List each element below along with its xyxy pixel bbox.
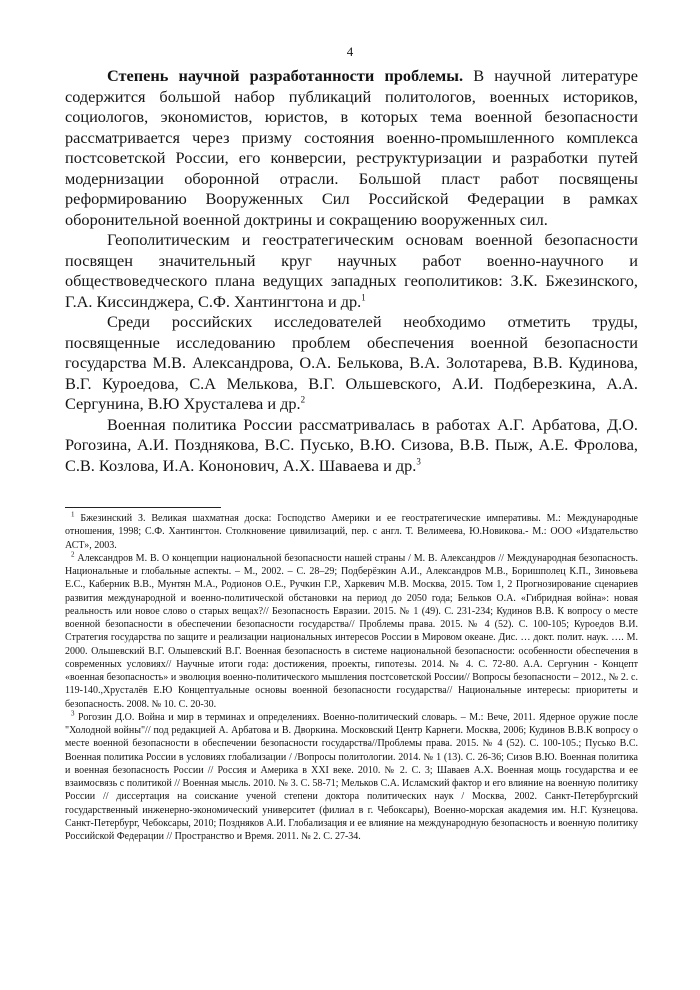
main-text bbox=[65, 66, 638, 476]
footnotes bbox=[65, 512, 638, 843]
paragraph-text: В научной литературе содержится большой набор публикаций политологов, военных историков, социологов, экономистов, юристов, в которых тема военной безопасности рассматривается через призму состояния военно-промышленного комплекса постсоветской России, его конверсии, реструктуризации и разработки путей модернизации оборонной отрасли. Большой пласт работ посвящены реформированию Вооруженных Сил Российской Федерации в рамках оборонительной военной доктрины и сокращению вооруженных сил. bbox=[65, 66, 638, 229]
footnote-text: Бжезинский З. Великая шахматная доска: Господство Америки и ее геостратегические императивы. М.: Международные отношения, 1998; С.Ф. Хантингтон. Столкновение цивилизаций, пер. с англ. Т. Велимеева, Ю.Новикова.- М.: ООО «Издательство АСТ», 2003. bbox=[65, 513, 638, 551]
footnote-2 bbox=[65, 552, 638, 711]
footnote-separator bbox=[65, 507, 221, 508]
footnote-1 bbox=[65, 512, 638, 552]
footnote-3 bbox=[65, 711, 638, 844]
paragraph-text: Среди российских исследователей необходимо отметить труды, посвященные исследованию проблем обеспечения военной безопасности государства М.В. Александрова, О.А. Белькова, В.А. Золотарева, В.В. Кудинова, В.Г. Куроедова, С.А Мелькова, В.Г. Ольшевского, А.И. Подберезкина, А.А. Сергунина, В.Ю Хрусталева и др. bbox=[65, 312, 638, 413]
footnote-mark: 3 bbox=[71, 709, 75, 718]
page-number: 4 bbox=[346, 44, 354, 59]
footnote-mark: 1 bbox=[71, 510, 75, 519]
paragraph-geopolitics bbox=[65, 230, 638, 312]
paragraph-text: Геополитическим и геостратегическим основам военной безопасности посвящен значительный круг научных работ военно-научного и обществоведческого плана ведущих западных геополитиков: З.К. Бжезинского, Г.А. Киссинджера, С.Ф. Хантингтона и др. bbox=[65, 230, 638, 311]
paragraph-military-policy bbox=[65, 415, 638, 477]
paragraph-research-state bbox=[65, 66, 638, 230]
footnote-mark: 2 bbox=[71, 550, 75, 559]
paragraph-russian-researchers bbox=[65, 312, 638, 415]
footnote-ref[interactable]: 3 bbox=[416, 456, 421, 467]
footnote-ref[interactable]: 2 bbox=[300, 394, 306, 405]
footnote-text: Александров М. В. О концепции национальной безопасности нашей страны / М. В. Александров // Международная безопасность. Национальные и глобальные аспекты. – М., 2002. – С. 28–29; Подберёзкин А.И., Александров М.В., Боришполец К.П., Зиновьева Е.С., Каберник В.В., Мунтян М.А., Родионов О.Е., Ручкин Г.Р., Харкевич М.В. Москва, 2015. Том 1, 2 Прогнозирование сценариев развития международной и военно-политической обстановки на период до 2050 года; Бельков О.А. «Гибридная война»: новая реальность или новое слово о старых вещах?// Безопасность Евразии. 2015. № 1 (49). С. 231-234; Кудинов В.В. К вопросу о месте военной безопасности в обеспечении безопасности государства// Проблемы права. 2015. № 4 (52). С. 100-105; Куроедов В.И. Стратегия государства по защите и реализации национальных интересов России в Мировом океане. Дис. … докт. полит. наук. …. М. 2000. Ольшевский В.Г. Ольшевский В.Г. Военная безопасность в системе национальной безопасности: особенности обеспечения в современных условиях// Научные итоги года: достижения, проекты, гипотезы. 2014. № 4. С. 72-80. А.А. Сергунин - Концепт «военная безопасность» и эволюция военно-политического мышления постсоветской России// Вопросы безопасности – 2012., № 2. с. 119-140.,Хрусталёв Е.Ю Концептуальные основы военной безопасности государства// Национальные интересы: приоритеты и безопасность. 2008. № 10. С. 20-30. bbox=[65, 552, 638, 710]
footnote-text: Рогозин Д.О. Война и мир в терминах и определениях. Военно-политический словарь. – М.: Вече, 2011. Ядерное оружие после "Холодной войны"// под редакцией А. Арбатова и В. Дворкина. Московский Центр Карнеги. Москва, 2006; Кудинов В.В.К вопросу о месте военной безопасности в обеспечении безопасности государства//Проблемы права. 2015. № 4 (52). С. 100-105.; Пусько В.С. Военная политика России в условиях глобализации / /Вопросы политологии. 2014. № 1 (13). С. 26-36; Сизов В.Ю. Военная политика и военная безопасность России // Россия и Америка в XXI веке. 2010. № 2. С. 3; Шаваев А.Х. Военная мощь государства и ее взаимосвязь с политикой // Военная мысль. 2010. № 3. С. 58-71; Мельков С.А. Исламский фактор и его влияние на военную политику России // диссертация на соискание ученой степени доктора политических наук / Москва, 2002. Санкт-Петербургский государственный инженерно-экономический университет (филиал в г. Чебоксары), Военно-морская академия им. Н.Г. Кузнецова. Санкт-Петербург, Чебоксары, 2010; Поздняков А.И. Глобализация и ее влияние на международную безопасность и военную политику Российской Федерации // Пространство и Время. 2011. № 2. С. 27-34. bbox=[65, 711, 638, 842]
footnote-ref[interactable]: 1 bbox=[361, 292, 366, 303]
section-heading: Степень научной разработанности проблемы. bbox=[107, 66, 464, 85]
paragraph-text: Военная политика России рассматривалась в работах А.Г. Арбатова, Д.О. Рогозина, А.И. Позднякова, В.С. Пусько, В.Ю. Сизова, В.В. Пыж, А.Е. Фролова, С.В. Козлова, И.А. Кононович, А.Х. Шаваева и др. bbox=[65, 414, 638, 475]
